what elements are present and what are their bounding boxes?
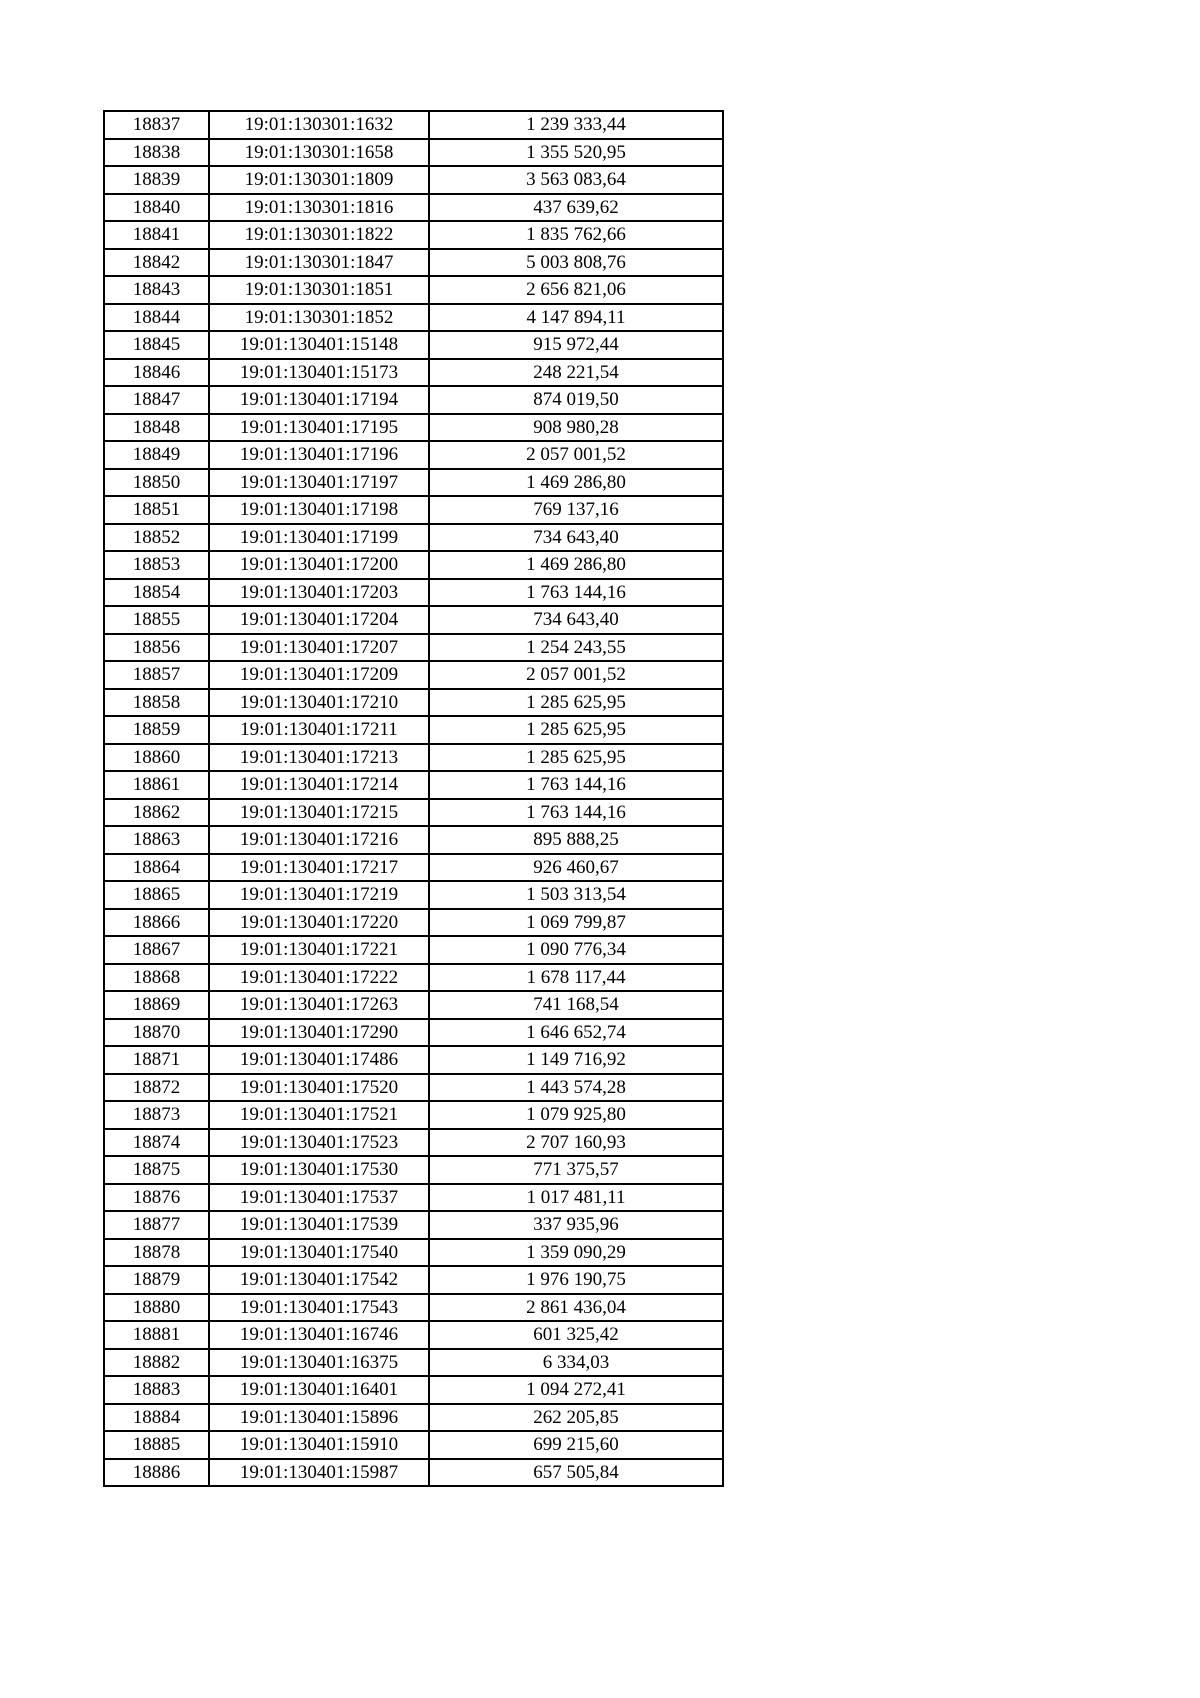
table-row <box>104 909 723 937</box>
value-cell: 895 888,25 <box>429 826 723 854</box>
table-row <box>104 551 723 579</box>
row-number-cell: 18879 <box>104 1266 209 1294</box>
value-cell: 1 503 313,54 <box>429 881 723 909</box>
cadastral-number-cell: 19:01:130401:17540 <box>209 1239 429 1267</box>
cadastral-number-cell: 19:01:130401:17214 <box>209 771 429 799</box>
cadastral-number-cell: 19:01:130401:17263 <box>209 991 429 1019</box>
row-number-cell: 18867 <box>104 936 209 964</box>
row-number-cell: 18884 <box>104 1404 209 1432</box>
row-number-cell: 18858 <box>104 689 209 717</box>
row-number-cell: 18846 <box>104 359 209 387</box>
table-row <box>104 331 723 359</box>
table-row <box>104 1129 723 1157</box>
value-cell: 337 935,96 <box>429 1211 723 1239</box>
table-row <box>104 799 723 827</box>
table-row <box>104 1404 723 1432</box>
value-cell: 1 285 625,95 <box>429 689 723 717</box>
cadastral-number-cell: 19:01:130401:17222 <box>209 964 429 992</box>
cadastral-number-cell: 19:01:130401:17219 <box>209 881 429 909</box>
cadastral-number-cell: 19:01:130301:1822 <box>209 221 429 249</box>
table-row <box>104 1266 723 1294</box>
value-cell: 1 090 776,34 <box>429 936 723 964</box>
table-row <box>104 1019 723 1047</box>
value-cell: 1 094 272,41 <box>429 1376 723 1404</box>
value-cell: 262 205,85 <box>429 1404 723 1432</box>
table-row <box>104 111 723 139</box>
value-cell: 6 334,03 <box>429 1349 723 1377</box>
table-row <box>104 826 723 854</box>
value-cell: 1 069 799,87 <box>429 909 723 937</box>
table-row <box>104 991 723 1019</box>
cadastral-number-cell: 19:01:130401:17204 <box>209 606 429 634</box>
value-cell: 1 239 333,44 <box>429 111 723 139</box>
row-number-cell: 18869 <box>104 991 209 1019</box>
cadastral-number-cell: 19:01:130401:17215 <box>209 799 429 827</box>
value-cell: 1 254 243,55 <box>429 634 723 662</box>
row-number-cell: 18882 <box>104 1349 209 1377</box>
cadastral-number-cell: 19:01:130301:1658 <box>209 139 429 167</box>
table-row <box>104 304 723 332</box>
table-row <box>104 1376 723 1404</box>
cadastral-number-cell: 19:01:130401:17200 <box>209 551 429 579</box>
row-number-cell: 18851 <box>104 496 209 524</box>
table-row <box>104 716 723 744</box>
value-cell: 657 505,84 <box>429 1459 723 1487</box>
table-row <box>104 689 723 717</box>
row-number-cell: 18847 <box>104 386 209 414</box>
cadastral-number-cell: 19:01:130401:17543 <box>209 1294 429 1322</box>
cadastral-number-cell: 19:01:130401:15910 <box>209 1431 429 1459</box>
cadastral-number-cell: 19:01:130401:16401 <box>209 1376 429 1404</box>
row-number-cell: 18863 <box>104 826 209 854</box>
value-cell: 1 763 144,16 <box>429 579 723 607</box>
cadastral-number-cell: 19:01:130401:17520 <box>209 1074 429 1102</box>
value-cell: 734 643,40 <box>429 524 723 552</box>
row-number-cell: 18837 <box>104 111 209 139</box>
row-number-cell: 18875 <box>104 1156 209 1184</box>
cadastral-number-cell: 19:01:130401:17290 <box>209 1019 429 1047</box>
table-row <box>104 1046 723 1074</box>
table-row <box>104 1349 723 1377</box>
value-cell: 5 003 808,76 <box>429 249 723 277</box>
table-row <box>104 221 723 249</box>
row-number-cell: 18873 <box>104 1101 209 1129</box>
row-number-cell: 18865 <box>104 881 209 909</box>
value-cell: 1 763 144,16 <box>429 771 723 799</box>
cadastral-number-cell: 19:01:130401:15987 <box>209 1459 429 1487</box>
table-row <box>104 496 723 524</box>
table-row <box>104 579 723 607</box>
table-row <box>104 194 723 222</box>
row-number-cell: 18839 <box>104 166 209 194</box>
value-cell: 1 646 652,74 <box>429 1019 723 1047</box>
table-row <box>104 771 723 799</box>
cadastral-number-cell: 19:01:130401:16375 <box>209 1349 429 1377</box>
cadastral-number-cell: 19:01:130401:17207 <box>209 634 429 662</box>
value-cell: 437 639,62 <box>429 194 723 222</box>
row-number-cell: 18864 <box>104 854 209 882</box>
row-number-cell: 18854 <box>104 579 209 607</box>
cadastral-number-cell: 19:01:130401:17530 <box>209 1156 429 1184</box>
cadastral-number-cell: 19:01:130401:17196 <box>209 441 429 469</box>
cadastral-number-cell: 19:01:130401:17213 <box>209 744 429 772</box>
value-cell: 1 678 117,44 <box>429 964 723 992</box>
table-row <box>104 1211 723 1239</box>
value-cell: 741 168,54 <box>429 991 723 1019</box>
value-cell: 1 355 520,95 <box>429 139 723 167</box>
table-row <box>104 469 723 497</box>
table-row <box>104 1321 723 1349</box>
row-number-cell: 18844 <box>104 304 209 332</box>
cadastral-number-cell: 19:01:130401:17523 <box>209 1129 429 1157</box>
value-cell: 874 019,50 <box>429 386 723 414</box>
value-cell: 771 375,57 <box>429 1156 723 1184</box>
row-number-cell: 18843 <box>104 276 209 304</box>
table-row <box>104 661 723 689</box>
cadastral-number-cell: 19:01:130401:15896 <box>209 1404 429 1432</box>
cadastral-number-cell: 19:01:130301:1632 <box>209 111 429 139</box>
cadastral-number-cell: 19:01:130301:1847 <box>209 249 429 277</box>
row-number-cell: 18868 <box>104 964 209 992</box>
value-cell: 1 835 762,66 <box>429 221 723 249</box>
table-row <box>104 359 723 387</box>
cadastral-number-cell: 19:01:130301:1851 <box>209 276 429 304</box>
row-number-cell: 18885 <box>104 1431 209 1459</box>
row-number-cell: 18874 <box>104 1129 209 1157</box>
table-row <box>104 249 723 277</box>
row-number-cell: 18878 <box>104 1239 209 1267</box>
row-number-cell: 18853 <box>104 551 209 579</box>
cadastral-number-cell: 19:01:130401:17211 <box>209 716 429 744</box>
value-cell: 1 017 481,11 <box>429 1184 723 1212</box>
cadastral-number-cell: 19:01:130401:17194 <box>209 386 429 414</box>
table-row <box>104 1074 723 1102</box>
cadastral-number-cell: 19:01:130401:17542 <box>209 1266 429 1294</box>
row-number-cell: 18840 <box>104 194 209 222</box>
cadastral-number-cell: 19:01:130401:17221 <box>209 936 429 964</box>
row-number-cell: 18855 <box>104 606 209 634</box>
row-number-cell: 18856 <box>104 634 209 662</box>
value-cell: 2 656 821,06 <box>429 276 723 304</box>
cadastral-number-cell: 19:01:130401:17197 <box>209 469 429 497</box>
row-number-cell: 18852 <box>104 524 209 552</box>
row-number-cell: 18881 <box>104 1321 209 1349</box>
table-row <box>104 1184 723 1212</box>
table-row <box>104 936 723 964</box>
value-cell: 734 643,40 <box>429 606 723 634</box>
cadastral-number-cell: 19:01:130401:17521 <box>209 1101 429 1129</box>
value-cell: 908 980,28 <box>429 414 723 442</box>
row-number-cell: 18842 <box>104 249 209 277</box>
table-row <box>104 881 723 909</box>
row-number-cell: 18862 <box>104 799 209 827</box>
table-row <box>104 139 723 167</box>
value-cell: 4 147 894,11 <box>429 304 723 332</box>
row-number-cell: 18870 <box>104 1019 209 1047</box>
table-row <box>104 1294 723 1322</box>
value-cell: 248 221,54 <box>429 359 723 387</box>
value-cell: 769 137,16 <box>429 496 723 524</box>
table-row <box>104 1156 723 1184</box>
cadastral-number-cell: 19:01:130401:17216 <box>209 826 429 854</box>
cadastral-number-cell: 19:01:130401:15148 <box>209 331 429 359</box>
value-cell: 1 976 190,75 <box>429 1266 723 1294</box>
row-number-cell: 18866 <box>104 909 209 937</box>
cadastral-number-cell: 19:01:130401:17486 <box>209 1046 429 1074</box>
table-row <box>104 1239 723 1267</box>
row-number-cell: 18850 <box>104 469 209 497</box>
cadastral-number-cell: 19:01:130301:1852 <box>209 304 429 332</box>
table-row <box>104 1101 723 1129</box>
table-body <box>104 111 723 1486</box>
row-number-cell: 18861 <box>104 771 209 799</box>
cadastral-number-cell: 19:01:130301:1809 <box>209 166 429 194</box>
value-cell: 915 972,44 <box>429 331 723 359</box>
row-number-cell: 18876 <box>104 1184 209 1212</box>
cadastral-number-cell: 19:01:130401:17539 <box>209 1211 429 1239</box>
row-number-cell: 18841 <box>104 221 209 249</box>
value-cell: 1 079 925,80 <box>429 1101 723 1129</box>
table-row <box>104 744 723 772</box>
value-cell: 1 469 286,80 <box>429 469 723 497</box>
row-number-cell: 18877 <box>104 1211 209 1239</box>
cadastral-number-cell: 19:01:130401:17203 <box>209 579 429 607</box>
document-page <box>103 110 724 1487</box>
row-number-cell: 18880 <box>104 1294 209 1322</box>
value-cell: 1 359 090,29 <box>429 1239 723 1267</box>
table-row <box>104 964 723 992</box>
table-row <box>104 386 723 414</box>
row-number-cell: 18871 <box>104 1046 209 1074</box>
row-number-cell: 18860 <box>104 744 209 772</box>
row-number-cell: 18872 <box>104 1074 209 1102</box>
value-cell: 926 460,67 <box>429 854 723 882</box>
cadastral-number-cell: 19:01:130401:17217 <box>209 854 429 882</box>
row-number-cell: 18859 <box>104 716 209 744</box>
value-cell: 2 057 001,52 <box>429 661 723 689</box>
value-cell: 1 763 144,16 <box>429 799 723 827</box>
table-row <box>104 524 723 552</box>
value-cell: 3 563 083,64 <box>429 166 723 194</box>
value-cell: 601 325,42 <box>429 1321 723 1349</box>
value-cell: 1 149 716,92 <box>429 1046 723 1074</box>
row-number-cell: 18883 <box>104 1376 209 1404</box>
table-row <box>104 441 723 469</box>
cadastral-number-cell: 19:01:130401:17199 <box>209 524 429 552</box>
table-row <box>104 414 723 442</box>
row-number-cell: 18849 <box>104 441 209 469</box>
value-cell: 1 443 574,28 <box>429 1074 723 1102</box>
cadastral-number-cell: 19:01:130401:16746 <box>209 1321 429 1349</box>
value-cell: 2 861 436,04 <box>429 1294 723 1322</box>
table-row <box>104 166 723 194</box>
table-row <box>104 606 723 634</box>
cadastral-number-cell: 19:01:130401:17198 <box>209 496 429 524</box>
table-row <box>104 634 723 662</box>
table-row <box>104 1431 723 1459</box>
value-cell: 1 285 625,95 <box>429 716 723 744</box>
cadastral-number-cell: 19:01:130301:1816 <box>209 194 429 222</box>
table-row <box>104 276 723 304</box>
data-table <box>103 110 724 1487</box>
value-cell: 1 469 286,80 <box>429 551 723 579</box>
row-number-cell: 18848 <box>104 414 209 442</box>
table-row <box>104 854 723 882</box>
cadastral-number-cell: 19:01:130401:17209 <box>209 661 429 689</box>
value-cell: 2 057 001,52 <box>429 441 723 469</box>
cadastral-number-cell: 19:01:130401:17220 <box>209 909 429 937</box>
value-cell: 699 215,60 <box>429 1431 723 1459</box>
cadastral-number-cell: 19:01:130401:15173 <box>209 359 429 387</box>
value-cell: 2 707 160,93 <box>429 1129 723 1157</box>
row-number-cell: 18845 <box>104 331 209 359</box>
table-row <box>104 1459 723 1487</box>
cadastral-number-cell: 19:01:130401:17195 <box>209 414 429 442</box>
cadastral-number-cell: 19:01:130401:17537 <box>209 1184 429 1212</box>
row-number-cell: 18838 <box>104 139 209 167</box>
row-number-cell: 18886 <box>104 1459 209 1487</box>
row-number-cell: 18857 <box>104 661 209 689</box>
cadastral-number-cell: 19:01:130401:17210 <box>209 689 429 717</box>
value-cell: 1 285 625,95 <box>429 744 723 772</box>
